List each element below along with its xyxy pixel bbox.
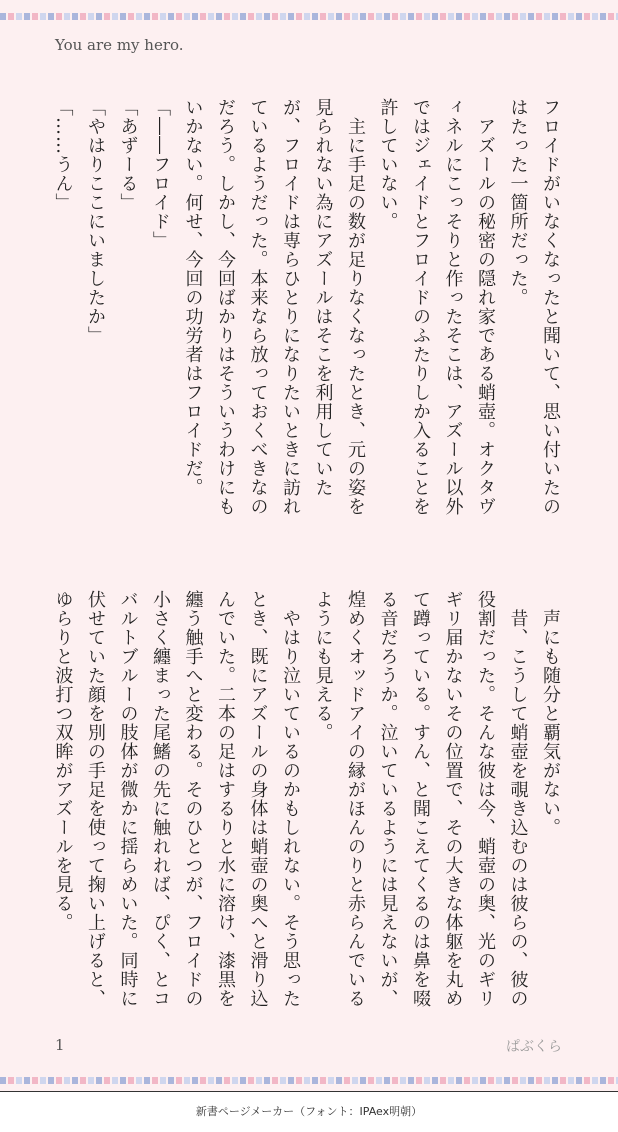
paragraph: 声にも随分と覇気がない。 xyxy=(540,590,561,837)
text-block-top xyxy=(46,98,566,528)
paragraph: やはり泣いているのかもしれない。そう思ったとき、既にアズールの身体は蛸壺の奥へと滑り込んでいた。二本の足はするりと水に溶け、漆黒を纏う触手へと変わる。そのひとつが、フロイドの小さく纏まった尾鰭の先に触れれば、ぴく、とコバルトブルーの肢体が微かに揺らめいた。同時に伏せていた顔を別の手足を使って掬い上げると、ゆらりと波打つ双眸がアズールを見る。 xyxy=(52,590,301,1008)
dialogue-line: 「――フロイド」 xyxy=(150,98,171,250)
dialogue-line: 「やはりここにいましたか」 xyxy=(85,98,106,345)
paragraph: アズールの秘密の隠れ家である蛸壺。オクタヴィネルにこっそりと作ったそこは、アズール以外ではジェイドとフロイドのふたりしか入ることを許していない。 xyxy=(377,98,496,516)
top-decorative-band xyxy=(0,13,618,20)
text-block-bottom xyxy=(46,590,566,1020)
dialogue-line: 「あずーる」 xyxy=(117,98,139,212)
bottom-decorative-band xyxy=(0,1077,618,1084)
page-title: You are my hero. xyxy=(55,36,184,54)
author-name: ぱぶくら xyxy=(506,1039,562,1055)
paragraph: 主に手足の数が足りなくなったとき、元の姿を見られない為にアズールはそこを利用していたが、フロイドは専らひとりになりたいときに訪れているようだった。本来なら放っておくべきなのだろう。しかし、今回ばかりはそういうわけにもいかない。何せ、今回の功労者はフロイドだ。 xyxy=(182,98,366,516)
paragraph: 昔、こうして蛸壺を覗き込むのは彼らの、彼の役割だった。そんな彼は今、蛸壺の奥、光のギリギリ届かないその位置で、その大きな体躯を丸めて蹲っている。すん、と聞こえてくるのは鼻を啜る音だろうか。泣いているようには見えないが、煌めくオッドアイの縁がほんのりと赤らんでいるようにも見える。 xyxy=(312,590,529,1008)
dialogue-line: 「……うん」 xyxy=(52,98,74,212)
paragraph: フロイドがいなくなったと聞いて、思い付いたのはたった一箇所だった。 xyxy=(507,98,561,516)
page-number: 1 xyxy=(55,1036,65,1054)
footer-caption: 新書ページメーカー（フォント：IPAex明朝） xyxy=(195,1105,423,1118)
